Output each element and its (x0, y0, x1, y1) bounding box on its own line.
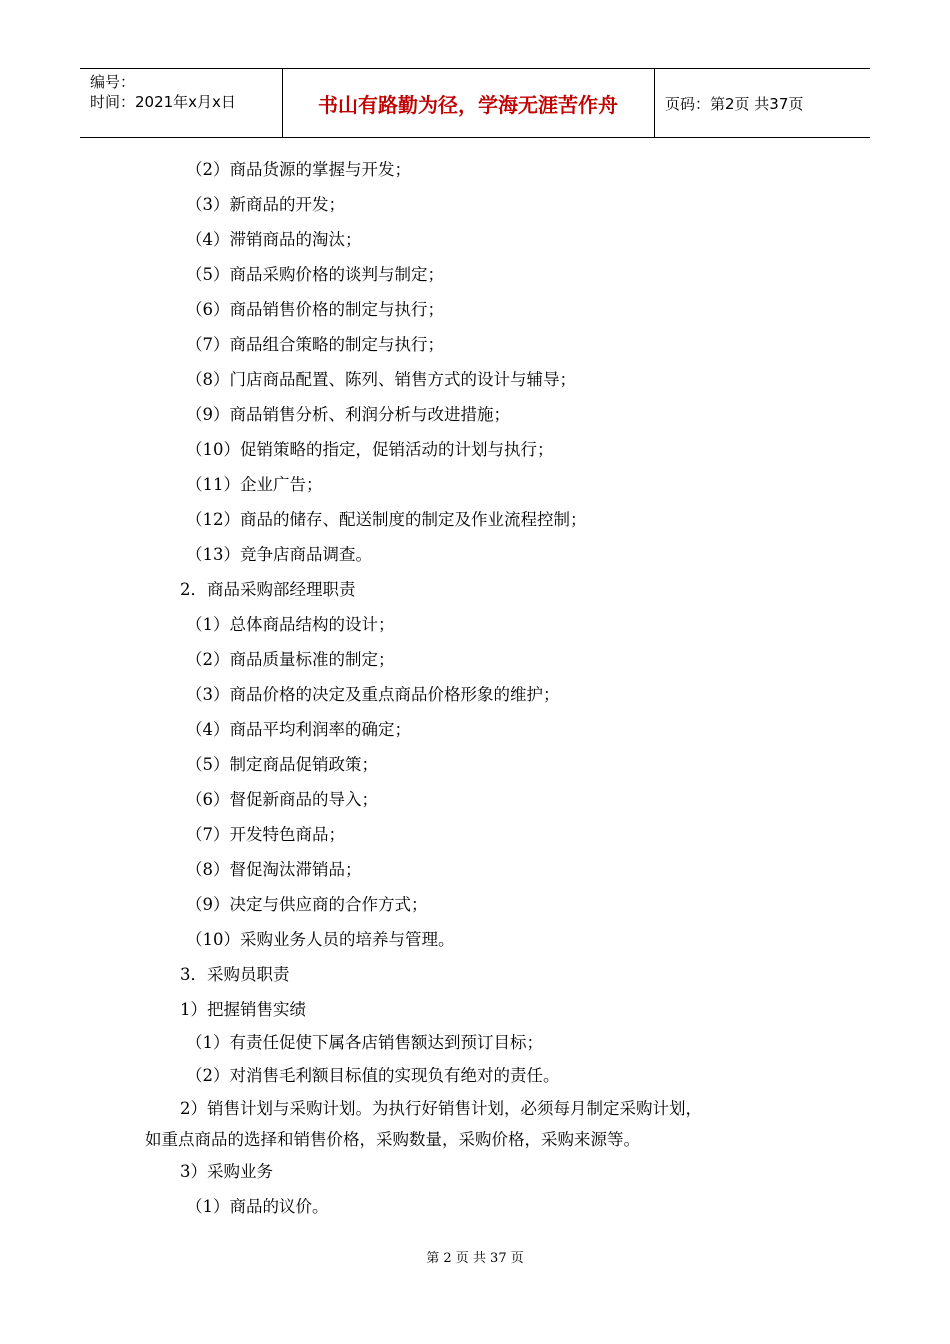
body-line: （6）商品销售价格的制定与执行； (186, 300, 444, 319)
body-line: （9）商品销售分析、利润分析与改进措施； (186, 405, 510, 424)
body-line: （10）采购业务人员的培养与管理。 (186, 930, 455, 949)
document-date-label: 时间：2021年x月x日 (90, 93, 236, 111)
document-number-label: 编号： (90, 73, 136, 91)
body-line: 2）销售计划与采购计划。为执行好销售计划，必须每月制定采购计划， (180, 1099, 702, 1118)
body-line: （12）商品的储存、配送制度的制定及作业流程控制； (186, 510, 587, 529)
header-page-info: 页码：第2页 共37页 (665, 94, 804, 113)
body-line: （2）商品货源的掌握与开发； (186, 160, 411, 179)
body-line: （11）企业广告； (186, 475, 323, 494)
body-line: （7）商品组合策略的制定与执行； (186, 335, 444, 354)
body-line: （1）有责任促使下属各店销售额达到预订目标； (186, 1033, 543, 1052)
body-line: （2）商品质量标准的制定； (186, 650, 395, 669)
subsection-heading: 1）把握销售实绩 (180, 1000, 306, 1019)
body-line: （5）制定商品促销政策； (186, 755, 378, 774)
body-line: （10）促销策略的指定，促销活动的计划与执行； (186, 440, 554, 459)
body-line: （4）商品平均利润率的确定； (186, 720, 411, 739)
header-motto: 书山有路勤为径，学海无涯苦作舟 (282, 69, 655, 137)
body-line: （1）商品的议价。 (186, 1197, 329, 1216)
body-line: （5）商品采购价格的谈判与制定； (186, 265, 444, 284)
body-line: （1）总体商品结构的设计； (186, 615, 395, 634)
body-line: （3）商品价格的决定及重点商品价格形象的维护； (186, 685, 560, 704)
body-line: （7）开发特色商品； (186, 825, 345, 844)
header-page-info-cell (655, 69, 870, 137)
body-line: （8）督促淘汰滞销品； (186, 860, 362, 879)
page-header (80, 68, 870, 138)
header-left-cell (80, 69, 283, 137)
body-line: （13）竞争店商品调查。 (186, 545, 372, 564)
page-footer: 第 2 页 共 37 页 (426, 1251, 524, 1266)
body-line: （6）督促新商品的导入； (186, 790, 378, 809)
subsection-heading: 3）采购业务 (180, 1162, 273, 1181)
body-line: （2）对消售毛利额目标值的实现负有绝对的责任。 (186, 1066, 560, 1085)
section-heading: 3．采购员职责 (180, 965, 290, 984)
body-line: （8）门店商品配置、陈列、销售方式的设计与辅导； (186, 370, 576, 389)
section-heading: 2．商品采购部经理职责 (180, 580, 356, 599)
body-line: （9）决定与供应商的合作方式； (186, 895, 428, 914)
body-line: （3）新商品的开发； (186, 195, 345, 214)
body-line: （4）滞销商品的淘汰； (186, 230, 362, 249)
body-line: 如重点商品的选择和销售价格，采购数量，采购价格，采购来源等。 (145, 1130, 640, 1149)
